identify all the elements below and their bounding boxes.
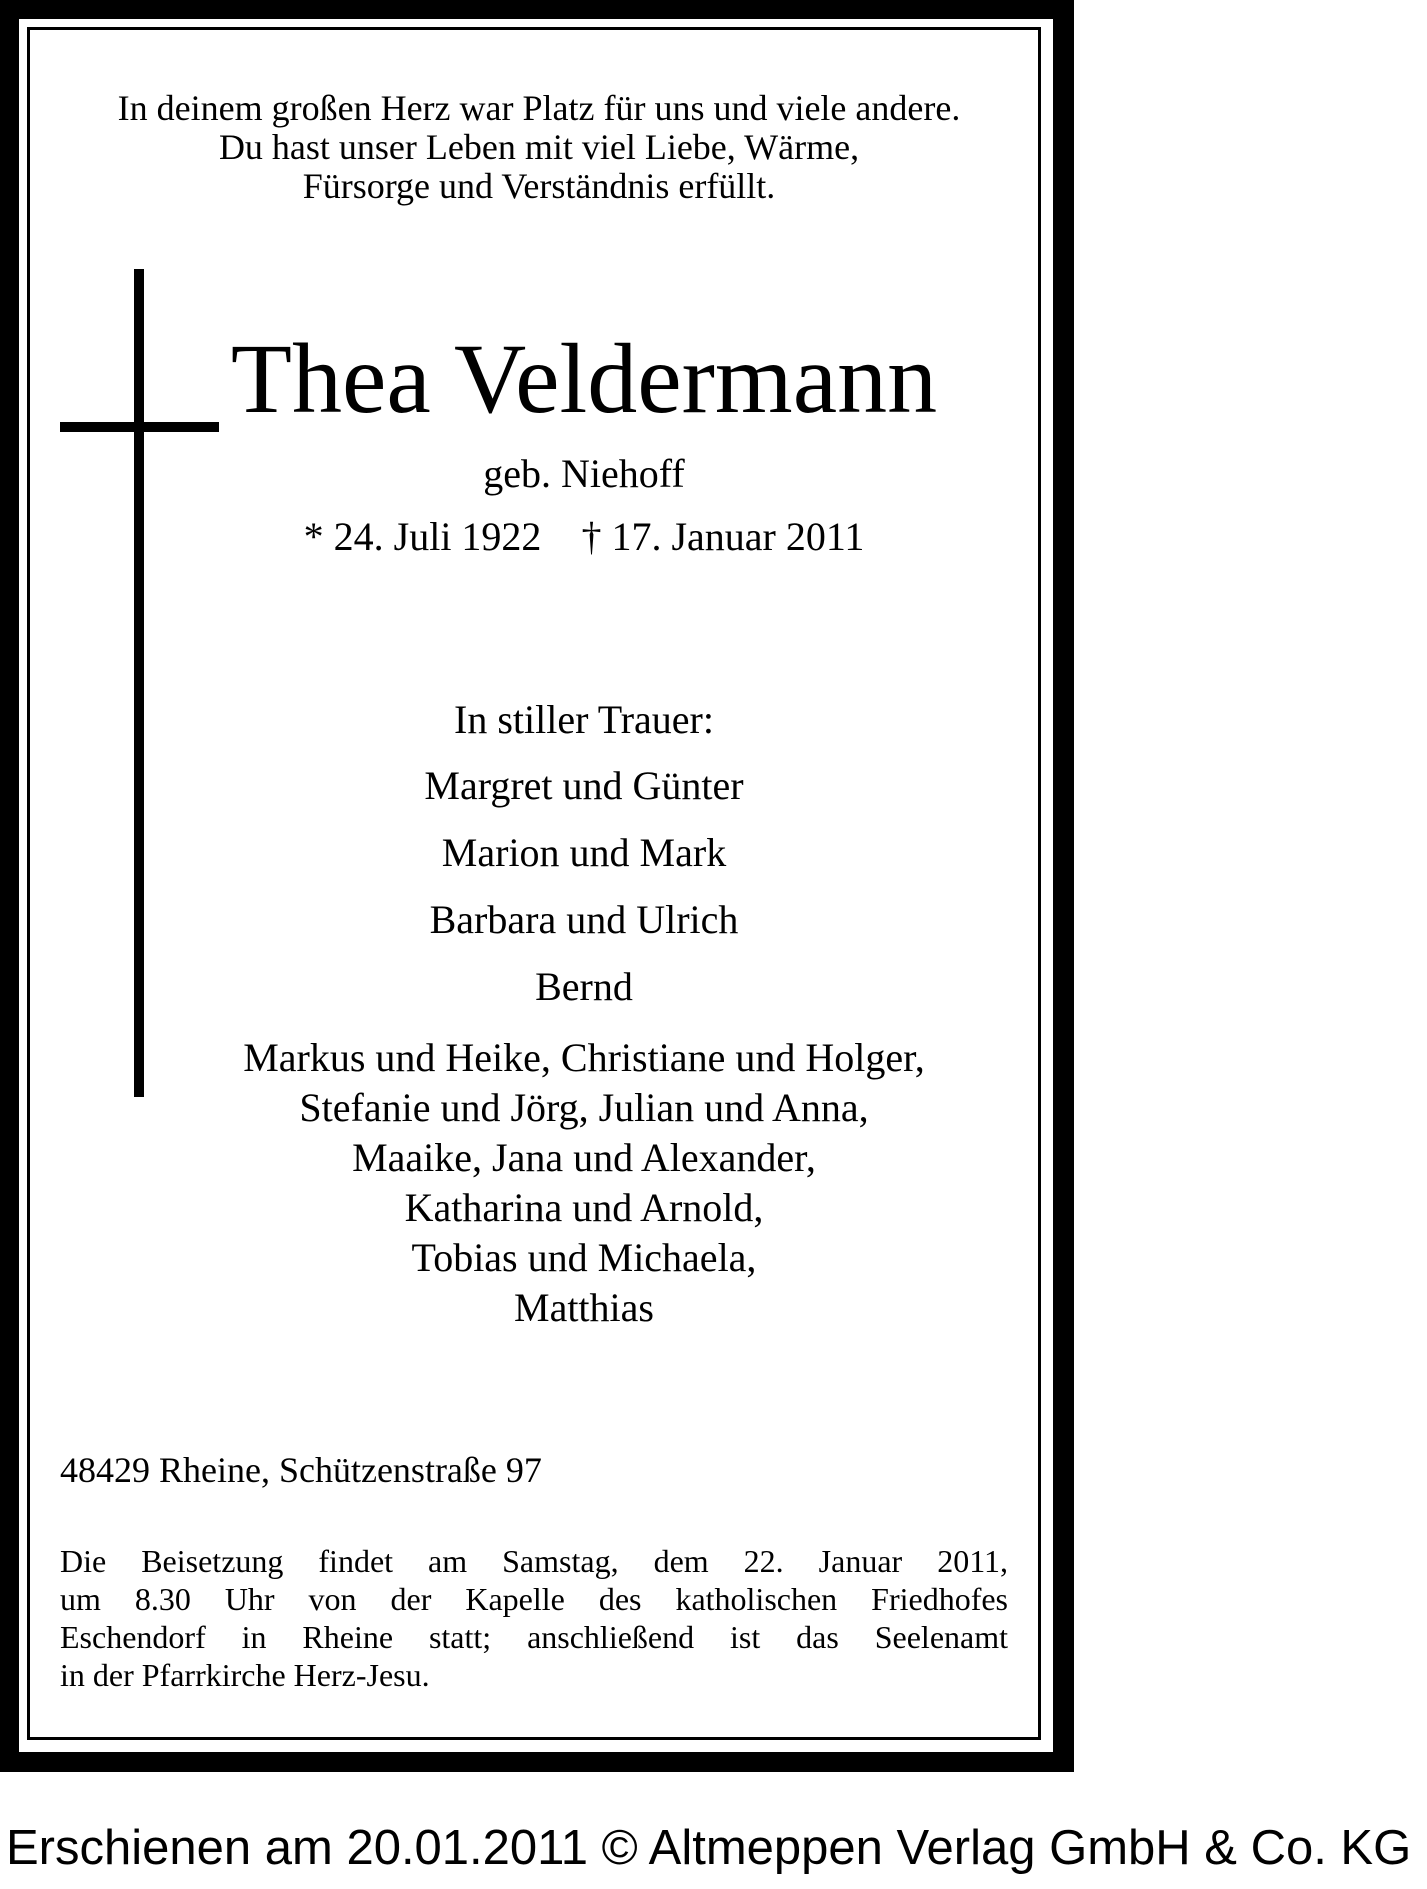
birth-name: geb. Niehoff	[483, 451, 685, 496]
mourner-family: Barbara und Ulrich	[429, 897, 739, 942]
motto-line: Du hast unser Leben mit viel Liebe, Wärme,	[218, 127, 860, 167]
mourner-family: Bernd	[535, 964, 633, 1009]
motto-line: In deinem großen Herz war Platz für uns und viele andere.	[117, 88, 961, 128]
motto	[59, 89, 1019, 206]
motto-line: Fürsorge und Verständnis erfüllt.	[302, 166, 776, 206]
family-address: 48429 Rheine, Schützenstraße 97	[60, 1450, 542, 1490]
ceremony-line: in der Pfarrkirche Herz-Jesu.	[60, 1657, 430, 1693]
publication-footer: Erschienen am 20.01.2011 © Altmeppen Verlag GmbH & Co. KG	[6, 1821, 1412, 1875]
notice-inner-area	[19, 19, 1053, 1752]
mourner-family: Marion und Mark	[441, 830, 727, 875]
ceremony-line: Die Beisetzung findet am Samstag, dem 22. Januar 2011,	[60, 1543, 1008, 1579]
grandchildren-line: Markus und Heike, Christiane und Holger,	[243, 1035, 925, 1080]
life-dates	[159, 513, 1009, 561]
cross-icon-vertical	[134, 269, 144, 1097]
deceased-name: Thea Veldermann	[230, 323, 938, 434]
grandchildren-line: Maaike, Jana und Alexander,	[352, 1135, 816, 1180]
birth-date: * 24. Juli 1922	[303, 514, 542, 559]
ceremony-info	[60, 1542, 1008, 1694]
grandchildren-list	[159, 1033, 1009, 1333]
ceremony-line: um 8.30 Uhr von der Kapelle des katholischen Friedhofes	[60, 1581, 1008, 1617]
mourner-family: Margret und Günter	[424, 763, 744, 808]
mourning-heading: In stiller Trauer:	[454, 697, 714, 742]
grandchildren-line: Matthias	[514, 1285, 654, 1330]
grandchildren-line: Katharina und Arnold,	[404, 1185, 764, 1230]
ceremony-line: Eschendorf in Rheine statt; anschließend ist das Seelenamt	[60, 1619, 1008, 1655]
death-date: † 17. Januar 2011	[581, 514, 865, 559]
mourner-families	[159, 762, 1009, 1030]
grandchildren-line: Tobias und Michaela,	[411, 1235, 757, 1280]
grandchildren-line: Stefanie und Jörg, Julian und Anna,	[299, 1085, 869, 1130]
